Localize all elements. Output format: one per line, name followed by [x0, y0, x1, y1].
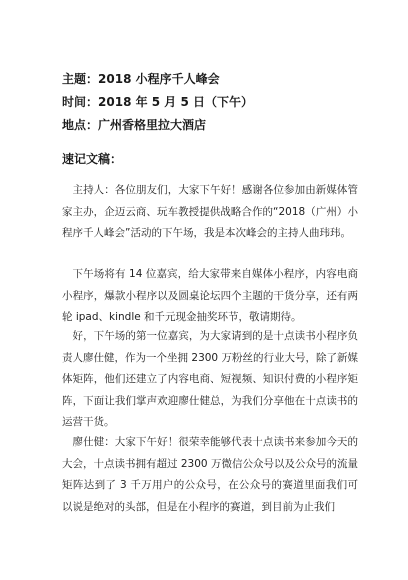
place-line: [62, 118, 206, 132]
topic-label: 主题：: [62, 72, 99, 86]
paragraph-guest-speech: 廖仕健：大家下午好！很荣幸能够代表十点读书来参加今天的大会，十点读书拥有超过 2300 万微信公众号以及公众号的流量矩阵达到了 3 千万用户的公众号，在公众号的赛道里面我们可以说是绝对的头部，但是在小程序的赛道，到目前为止我们: [62, 436, 358, 513]
place-label: 地点：: [62, 118, 99, 132]
time-label: 时间：: [62, 95, 99, 109]
paragraph-afternoon-schedule: 下午场将有 14 位嘉宾，给大家带来自媒体小程序，内容电商小程序，爆款小程序以及圆桌论坛四个主题的干货分享，还有两轮 ipad、kindle 和千元现金抽奖环节，敬请期待。: [62, 268, 358, 323]
section-title: 速记文稿：: [62, 152, 123, 166]
topic-line: [62, 72, 220, 86]
place-value: 广州香格里拉大酒店: [98, 118, 207, 132]
time-value: 2018 年 5 月 5 日（下午）: [98, 95, 254, 109]
time-line: [62, 95, 253, 109]
topic-value: 2018 小程序千人峰会: [98, 72, 220, 86]
paragraph-first-guest: 好，下午场的第一位嘉宾，为大家请到的是十点读书小程序负责人廖仕健，作为一个坐拥 2300 万粉丝的行业大号，除了新媒体矩阵，他们还建立了内容电商、短视频、知识付费的小程序矩阵，下面让我们掌声欢迎廖仕健总，为我们分享他在十点读书的运营干货。: [62, 330, 358, 428]
paragraph-host-intro: 主持人：各位朋友们，大家下午好！感谢各位参加由新媒体管家主办，企迈云商、玩车教授提供战略合作的“2018（广州）小程序千人峰会”活动的下午场，我是本次峰会的主持人曲玮玮。: [62, 184, 358, 239]
